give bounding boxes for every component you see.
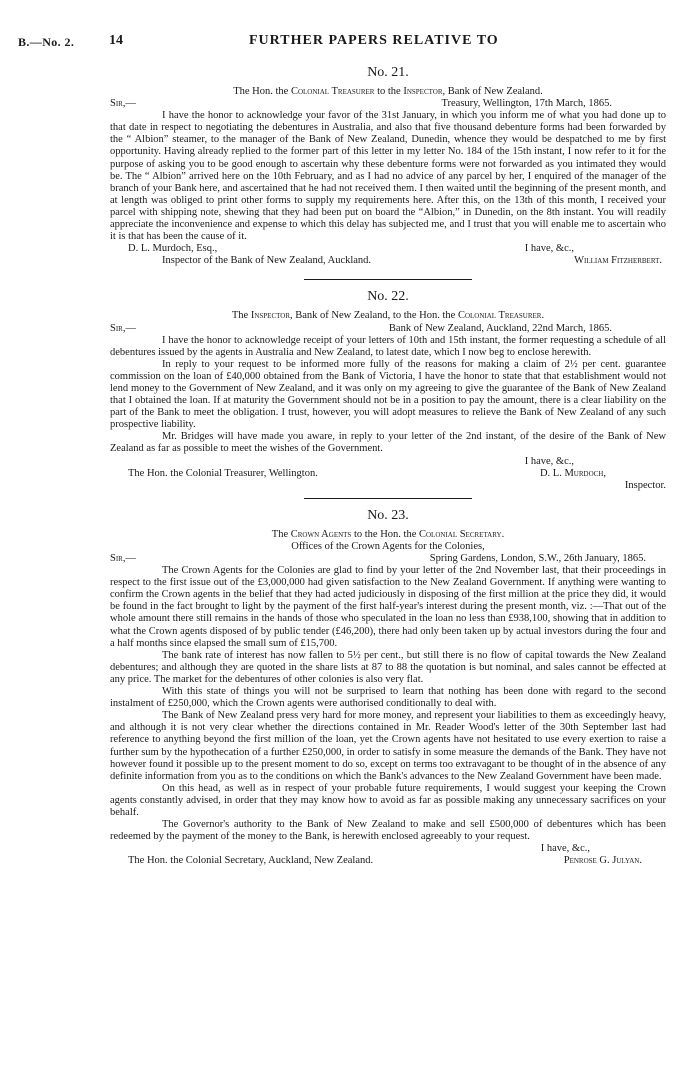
- addressee: The Hon. the Colonial Secretary, Auckland, New Zealand.: [128, 855, 374, 867]
- letter-paragraph: The Governor's authority to the Bank of New Zealand to make and sell £500,000 of debentures which has been redeemed by the payment of the money to the Bank, is herewith enclosed agreeably to your request.: [110, 819, 666, 843]
- place-date: Treasury, Wellington, 17th March, 1865.: [441, 98, 612, 110]
- letter-no-21: [110, 66, 666, 267]
- closing: I have, &c.,: [524, 455, 574, 467]
- letter-paragraph: I have the honor to acknowledge receipt of your letters of 10th and 15th instant, the former requesting a schedule of all debentures issued by the agents in Australia and New Zealand, to latest date, which I now beg to enclose herewith.: [110, 334, 666, 358]
- letter-paragraph: On this head, as well as in respect of your probable future requirements, I would suggest your keeping the Crown agents constantly advised, in order that they may know how to avoid as far as possible making any unnecessary sacrifices on your behalf.: [110, 782, 666, 818]
- signature-row: [110, 855, 666, 867]
- letter-paragraph: The Bank of New Zealand press very hard for more money, and represent your liabilities to them as exceedingly heavy, and although it is not very clear whether the directions contained in Mr. Reader Wood's letter of the 30th September last had reference to anything beyond the first million of the loan, yet the Crown agents have not hesitated to use every exertion to raise a further sum by the hypothecation of a further £250,000, in order to satisfy in some measure the demands of the Bank. They have not however found it possible up to the present moment to do so, except on terms too extravagant to be thought of in the absence of any definite information from you as to the conditions on which the Bank's advances to the New Zealand Government have been made.: [110, 710, 666, 782]
- signature-title: Inspector.: [624, 479, 666, 491]
- addressee: The Hon. the Colonial Treasurer, Wellington.: [128, 467, 318, 479]
- letter-no-22: [110, 290, 666, 491]
- addressee-name: D. L. Murdoch, Esq.,: [128, 243, 218, 255]
- running-header: [18, 33, 688, 50]
- series-number: B.—No. 2.: [18, 35, 75, 49]
- salutation: Sir,—: [110, 98, 136, 110]
- letter-number: No. 22.: [367, 289, 409, 305]
- signature: William Fitzherbert.: [574, 255, 662, 267]
- place-date: Spring Gardens, London, S.W., 26th January, 1865.: [429, 553, 646, 564]
- letter-paragraph: I have the honor to acknowledge your favor of the 31st January, in which you inform me of what you had done up to that date in respect to negotiating the debentures in Australia, and also that five thousand debenture forms had been forwarded by the “ Albion” steamer, to the manager of the Bank of New Zealand, Dunedin, whence they would be despatched to me by first opportunity. Having already replied to the former part of this letter in my letter No. 184 of the 15th instant, I now refer to it for the purpose of asking you to be good enough to ascertain why these debenture forms were not forwarded as you intimated they would be. The “ Albion” arrived here on the 10th February, and as I had no advice of any parcel by her, I enquired of the manager of the branch of your Bank here, and ascertained that he had not received them. I then waited until the beginning of the present month, and at length was obliged to print other forms to supply my requirements here. After this, on the 13th of this month, I received your parcel with shipping note, shewing that they had been put on board the “Albion,” in Dunedin, on the 8th instant. You will readily appreciate the inconvenience and expense to which this delay has subjected me, and I trust that you will enable me to ascertain who it is that has been the cause of it.: [110, 110, 666, 243]
- section-divider: [304, 279, 472, 280]
- addressee-title: Inspector of the Bank of New Zealand, Auckland.: [162, 255, 372, 267]
- salutation-row: [110, 323, 666, 335]
- salutation-row: [110, 553, 666, 565]
- signature: D. L. Murdoch,: [539, 467, 606, 479]
- salutation: Sir,—: [110, 322, 136, 334]
- letter-heading: The Inspector, Bank of New Zealand, to the Hon. the Colonial Treasurer.: [231, 310, 545, 322]
- signature-row: [110, 468, 666, 480]
- salutation: Sir,—: [110, 553, 136, 564]
- section-divider: [304, 498, 472, 499]
- office-line: Offices of the Crown Agents for the Colonies,: [291, 540, 485, 552]
- page-content: [110, 66, 666, 867]
- letter-paragraph: Mr. Bridges will have made you aware, in reply to your letter of the 2nd instant, of the desire of the Bank of New Zealand as far as possible to meet the wishes of the Government.: [110, 431, 666, 455]
- letter-heading: The Crown Agents to the Hon. the Colonial Secretary.: [271, 528, 505, 540]
- letter-no-23: [110, 509, 666, 868]
- letter-paragraph: In reply to your request to be informed more fully of the reasons for making a claim of 2½ per cent. guarantee commission on the loan of £40,000 obtained from the Bank of Victoria, I have the honor to state that that establishment would not lend money to the Government of New Zealand, and it was only on my agreeing to give the guarantee of the Bank of New Zealand that I obtained the loan. If at maturity the Government should not be in a position to pay the amount, there is a clear liability on the part of the Bank to meet the obligation. I trust, however, you will adopt measures to relieve the Bank of New Zealand of any such prospective liability.: [110, 358, 666, 431]
- letter-number: No. 23.: [367, 507, 409, 523]
- letter-paragraph: With this state of things you will not be surprised to learn that nothing has been done with regard to the second instalment of £250,000, which the Crown agents were authorised conditionally to deal with.: [110, 686, 666, 710]
- closing: I have, &c.,: [540, 843, 590, 855]
- salutation-row: [110, 98, 666, 110]
- letter-heading: The Hon. the Colonial Treasurer to the Inspector, Bank of New Zealand.: [233, 86, 543, 97]
- closing: I have, &c.,: [524, 243, 574, 255]
- page-number: 14: [109, 33, 123, 48]
- closing-row: [110, 243, 666, 255]
- letter-number: No. 21.: [367, 65, 409, 80]
- signature: Penrose G. Julyan.: [563, 855, 642, 867]
- running-title: FURTHER PAPERS RELATIVE TO: [249, 33, 499, 48]
- letter-paragraph: The Crown Agents for the Colonies are glad to find by your letter of the 2nd November last, that their proceedings in respect to the first issue out of the £3,000,000 had given satisfaction to the New Zealand Government. If anything were wanting to confirm the Crown agents in the belief that they had acted judiciously in disposing of the first million at the price they did, it would be found in the fact brought to light by the payment of the first half-year's interest during the present month, viz. :—That out of the whole amount there still remains in the hands of those who speculated in the loan no less than £938,100, showing that in addition to what the Crown agents disposed of by public tender (£46,200), there had only been taken up by actual investors during the four and a half months since elapsed the small sum of £15,700.: [110, 565, 666, 649]
- signature-row: [110, 255, 666, 267]
- place-date: Bank of New Zealand, Auckland, 22nd March, 1865.: [388, 322, 612, 334]
- letter-paragraph: The bank rate of interest has now fallen to 5½ per cent., but still there is no flow of capital towards the New Zealand debentures; and although they are quoted in the share lists at 87 to 88 the quotation is but nominal, and sales cannot be effected at any price. The market for the debentures of other colonies is also very flat.: [110, 649, 666, 685]
